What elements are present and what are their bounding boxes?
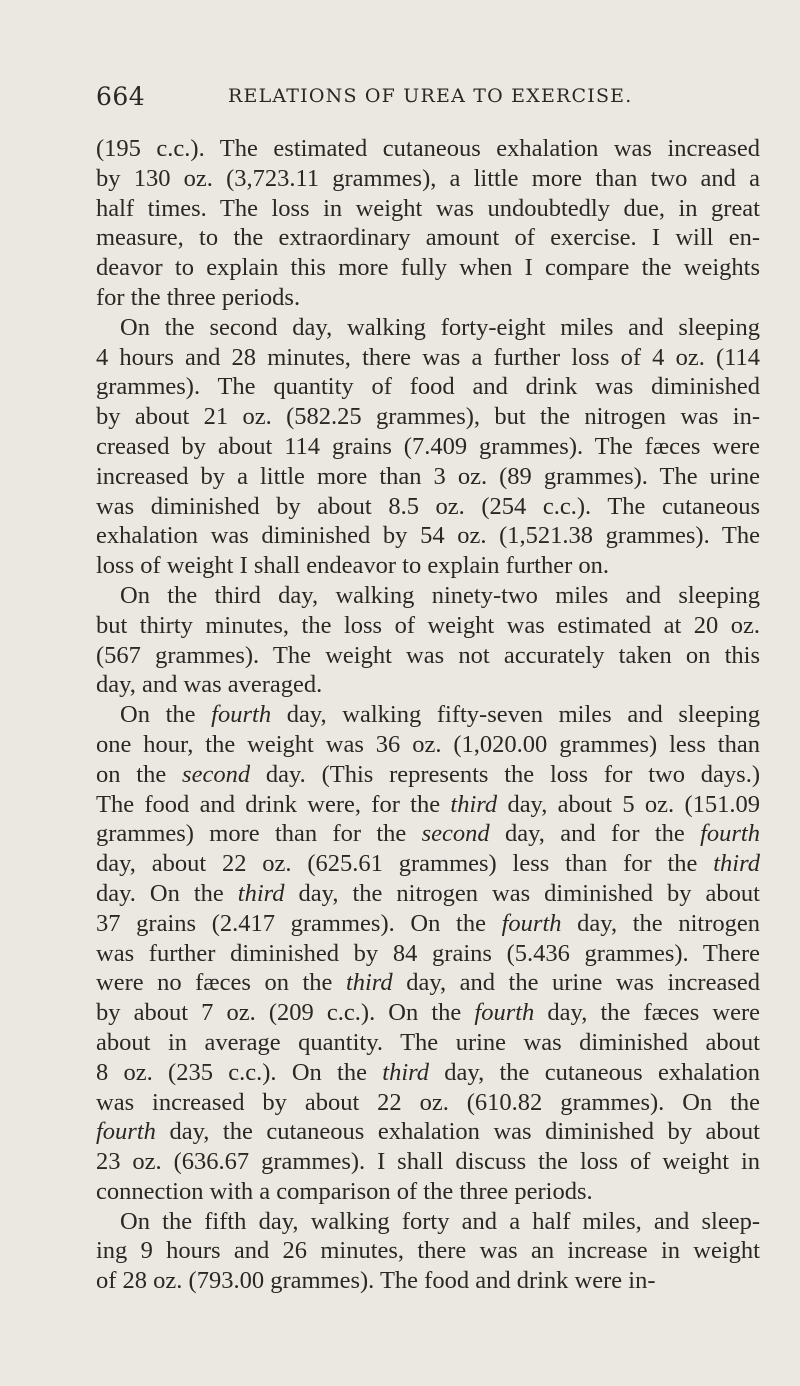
paragraph xyxy=(96,700,760,1207)
text-line: for the three periods. xyxy=(96,283,301,311)
text-line: day, and was averaged. xyxy=(96,671,323,699)
paragraph xyxy=(96,134,760,313)
text-line: about in average quantity. The urine was diminished about xyxy=(96,1028,760,1056)
text-line: 23 oz. (636.67 grammes). I shall discuss the loss of weight in xyxy=(96,1148,760,1176)
text-line: half times. The loss in weight was undoubtedly due, in great xyxy=(96,194,760,222)
text-line: 4 hours and 28 minutes, there was a further loss of 4 oz. (114 xyxy=(96,343,760,371)
paragraph xyxy=(96,1207,760,1296)
text-line: but thirty minutes, the loss of weight was estimated at 20 oz. xyxy=(96,611,760,639)
text-line: day, about 22 oz. (625.61 grammes) less than for the third xyxy=(96,850,760,878)
text-line: 8 oz. (235 c.c.). On the third day, the cutaneous exhalation xyxy=(96,1058,760,1086)
text-line: increased by a little more than 3 oz. (89 grammes). The urine xyxy=(96,462,760,490)
running-head: RELATIONS OF UREA TO EXERCISE. xyxy=(228,85,633,107)
page-number: 664 xyxy=(96,82,146,111)
page-header xyxy=(96,82,760,114)
text-line: was increased by about 22 oz. (610.82 grammes). On the xyxy=(96,1088,760,1116)
text-line: by about 7 oz. (209 c.c.). On the fourth day, the fæces were xyxy=(96,999,760,1027)
text-line: deavor to explain this more fully when I compare the weights xyxy=(96,254,760,282)
text-line: by 130 oz. (3,723.11 grammes), a little more than two and a xyxy=(96,164,760,192)
text-line: grammes). The quantity of food and drink was diminished xyxy=(96,373,760,401)
text-line: were no fæces on the third day, and the urine was increased xyxy=(96,969,760,997)
text-line: by about 21 oz. (582.25 grammes), but the nitrogen was in- xyxy=(96,403,760,431)
text-line: day. On the third day, the nitrogen was diminished by about xyxy=(96,879,760,907)
text-line: On the third day, walking ninety-two miles and sleeping xyxy=(120,581,760,609)
text-line: was further diminished by 84 grains (5.436 grammes). There xyxy=(96,939,760,967)
text-line: on the second day. (This represents the loss for two days.) xyxy=(96,760,760,788)
text-line: The food and drink were, for the third day, about 5 oz. (151.09 xyxy=(96,790,760,818)
text-line: measure, to the extraordinary amount of exercise. I will en- xyxy=(96,224,760,252)
text-line: was diminished by about 8.5 oz. (254 c.c.). The cutaneous xyxy=(96,492,760,520)
paragraph xyxy=(96,313,760,581)
text-line: grammes) more than for the second day, and for the fourth xyxy=(96,820,760,848)
text-line: On the fifth day, walking forty and a half miles, and sleep- xyxy=(120,1207,760,1235)
text-line: of 28 oz. (793.00 grammes). The food and drink were in- xyxy=(96,1267,656,1295)
text-line: fourth day, the cutaneous exhalation was diminished by about xyxy=(96,1118,760,1146)
text-line: loss of weight I shall endeavor to explain further on. xyxy=(96,552,610,580)
text-line: On the second day, walking forty-eight miles and sleeping xyxy=(120,313,760,341)
paragraph xyxy=(96,581,760,700)
text-line: ing 9 hours and 26 minutes, there was an increase in weight xyxy=(96,1237,760,1265)
text-line: 37 grains (2.417 grammes). On the fourth day, the nitrogen xyxy=(96,909,760,937)
text-line: (195 c.c.). The estimated cutaneous exhalation was increased xyxy=(96,135,760,162)
text-line: connection with a comparison of the three periods. xyxy=(96,1177,593,1205)
text-line: exhalation was diminished by 54 oz. (1,521.38 grammes). The xyxy=(96,522,760,550)
text-line: one hour, the weight was 36 oz. (1,020.00 grammes) less than xyxy=(96,730,760,758)
text-line: (567 grammes). The weight was not accurately taken on this xyxy=(96,641,760,669)
text-line: creased by about 114 grains (7.409 grammes). The fæces were xyxy=(96,432,760,460)
page-body xyxy=(96,134,760,1296)
text-line: On the fourth day, walking fifty-seven miles and sleeping xyxy=(120,701,761,729)
